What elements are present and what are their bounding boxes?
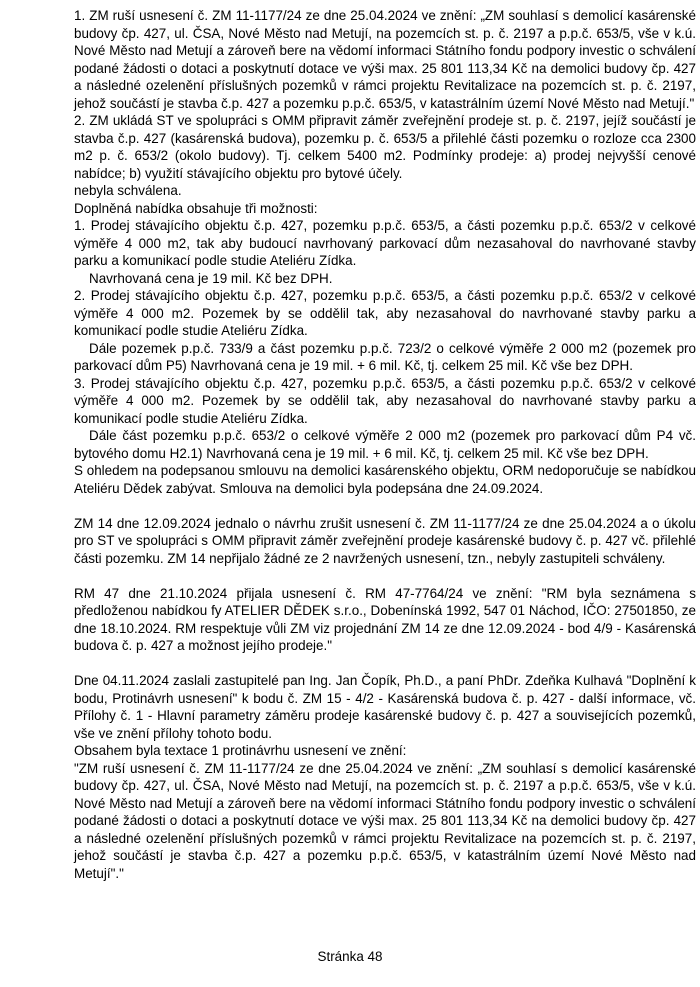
page-number: Stránka 48	[317, 949, 383, 964]
paragraph-orm-recommendation: S ohledem na podepsanou smlouvu na demolici kasárenského objektu, ORM nedoporučuje se nabídkou Ateliéru Dědek zabývat. Smlouva na demolici byla podepsána dne 24.09.2024.	[74, 463, 696, 496]
paragraph-protinavrh-text: "ZM ruší usnesení č. ZM 11-1177/24 ze dne 25.04.2024 ve znění: „ZM souhlasí s demolicí kasárenské budovy čp. 427, ul. ČSA, Nové Město nad Metují, na pozemcích st. p. č. 2197 a p.p.č. 653/5, vše v k.ú. Nové Město nad Metují a zároveň bere na vědomí informaci Státního fondu podpory investic o schválení podané žádosti o dotaci a poskytnutí dotace ve výši max. 25 801 113,34 Kč na demolici budovy čp. 427 a následné ozelenění příslušných pozemků v rámci projektu Revitalizace na pozemcích st. p. č. 2197, jehož součástí je stavba č.p. 427 a pozemku p.p.č. 653/5, v katastrálním území Nové Město nad Metují"."	[74, 760, 696, 881]
paragraph-spacer	[74, 497, 696, 515]
paragraph-spacer	[74, 567, 696, 585]
paragraph-obsahem-textace: Obsahem byla textace 1 protinávrhu usnesení ve znění:	[74, 743, 407, 758]
paragraph-nebyla-schvalena: nebyla schválena.	[74, 183, 182, 198]
paragraph-option-2-price: Dále pozemek p.p.č. 733/9 a část pozemku p.p.č. 723/2 o celkové výměře 2 000 m2 (pozemek pro parkovací dům P5) Navrhovaná cena je 19 mil. + 6 mil. Kč, tj. celkem 25 mil. Kč vše bez DPH.	[74, 340, 696, 373]
paragraph-doplnena-nabidka: Doplněná nabídka obsahuje tři možnosti:	[74, 200, 318, 216]
page-body	[74, 7, 696, 882]
paragraph-zastupitele-protinavrh: Dne 04.11.2024 zaslali zastupitelé pan Ing. Jan Čopík, Ph.D., a paní PhDr. Zdeňka Kulhavá "Doplnění k bodu, Protinávrh usnesení" k bodu č. ZM 15 - 4/2 - Kasárenská budova č. p. 427 - další informace, vč. Přílohy č. 1 - Hlavní parametry záměru prodeje kasárenské budovy č. p. 427 a souvisejících pozemků, vše ve znění přílohy tohoto bodu.	[74, 673, 696, 741]
paragraph-spacer	[74, 655, 696, 673]
paragraph-option-1: 1. Prodej stávajícího objektu č.p. 427, pozemku p.p.č. 653/5, a části pozemku p.p.č. 653/2 v celkové výměře 4 000 m2, tak aby budoucí navrhovaný parkovací dům nezasahoval do navrhované stavby parku a komunikací podle studie Ateliéru Zídka.	[74, 218, 696, 268]
paragraph-zm-uklada-st: 2. ZM ukládá ST ve spolupráci s OMM připravit záměr zveřejnění prodeje st. p. č. 2197, jejíž součástí je stavba č.p. 427 (kasárenská budova), pozemku p. č. 653/5 a přilehlé části pozemku o rozloze cca 2300 m2 p. č. 653/2 (okolo budovy). Tj. celkem 5400 m2. Podmínky prodeje: a) prodej nejvyšší cenové nabídce; b) využití stávajícího objektu pro bytové účely.	[74, 113, 696, 181]
paragraph-option-3-price: Dále část pozemku p.p.č. 653/2 o celkové výměře 2 000 m2 (pozemek pro parkovací dům P4 vč. bytového domu H2.1) Navrhovaná cena je 19 mil. + 6 mil. Kč, tj. celkem 25 mil. Kč vše bez DPH.	[74, 428, 696, 461]
paragraph-rm-47: RM 47 dne 21.10.2024 přijala usnesení č. RM 47-7764/24 ve znění: "RM byla seznámena s předloženou nabídkou fy ATELIER DĚDEK s.r.o., Dobenínská 1992, 547 01 Náchod, IČO: 27501850, ze dne 18.10.2024. RM respektuje vůli ZM viz projednání ZM 14 ze dne 12.09.2024 - bod 4/9 - Kasárenská budova č. p. 427 a možnost jejího prodeje."	[74, 585, 696, 653]
paragraph-option-3: 3. Prodej stávajícího objektu č.p. 427, pozemku p.p.č. 653/5, a části pozemku p.p.č. 653/2 v celkové výměře 4 000 m2. Pozemek by se oddělil tak, aby nezasahoval do navrhované stavby parku a komunikací podle studie Ateliéru Zídka.	[74, 375, 696, 426]
paragraph-zm-rusi-usneseni: 1. ZM ruší usnesení č. ZM 11-1177/24 ze dne 25.04.2024 ve znění: „ZM souhlasí s demolicí kasárenské budovy čp. 427, ul. ČSA, Nové Město nad Metují, na pozemcích st. p. č. 2197 a p.p.č. 653/5, vše v k.ú. Nové Město nad Metují a zároveň bere na vědomí informaci Státního fondu podpory investic o schválení podané žádosti o dotaci a poskytnutí dotace ve výši max. 25 801 113,34 Kč na demolici budovy čp. 427 a následné ozelenění příslušných pozemků v rámci projektu Revitalizace na pozemcích st. p. č. 2197, jehož součástí je stavba č.p. 427 a pozemku p.p.č. 653/5, v katastrálním území Nové Město nad Metují."	[74, 8, 696, 111]
paragraph-option-2: 2. Prodej stávajícího objektu č.p. 427, pozemku p.p.č. 653/5, a části pozemku p.p.č. 653/2 v celkové výměře 4 000 m2. Pozemek by se oddělil tak, aby nezasahoval do navrhované stavby parku a komunikací podle studie Ateliéru Zídka.	[74, 288, 696, 338]
paragraph-option-1-price: Navrhovaná cena je 19 mil. Kč bez DPH.	[89, 270, 333, 286]
paragraph-zm-14: ZM 14 dne 12.09.2024 jednalo o návrhu zrušit usnesení č. ZM 11-1177/24 ze dne 25.04.2024 a o úkolu pro ST ve spolupráci s OMM připravit záměr zveřejnění prodeje kasárenské budovy č. p. 427 vč. přilehlé části pozemku. ZM 14 nepřijalo žádné ze 2 navržených usnesení, tzn., nebyly zastupiteli schváleny.	[74, 515, 696, 566]
